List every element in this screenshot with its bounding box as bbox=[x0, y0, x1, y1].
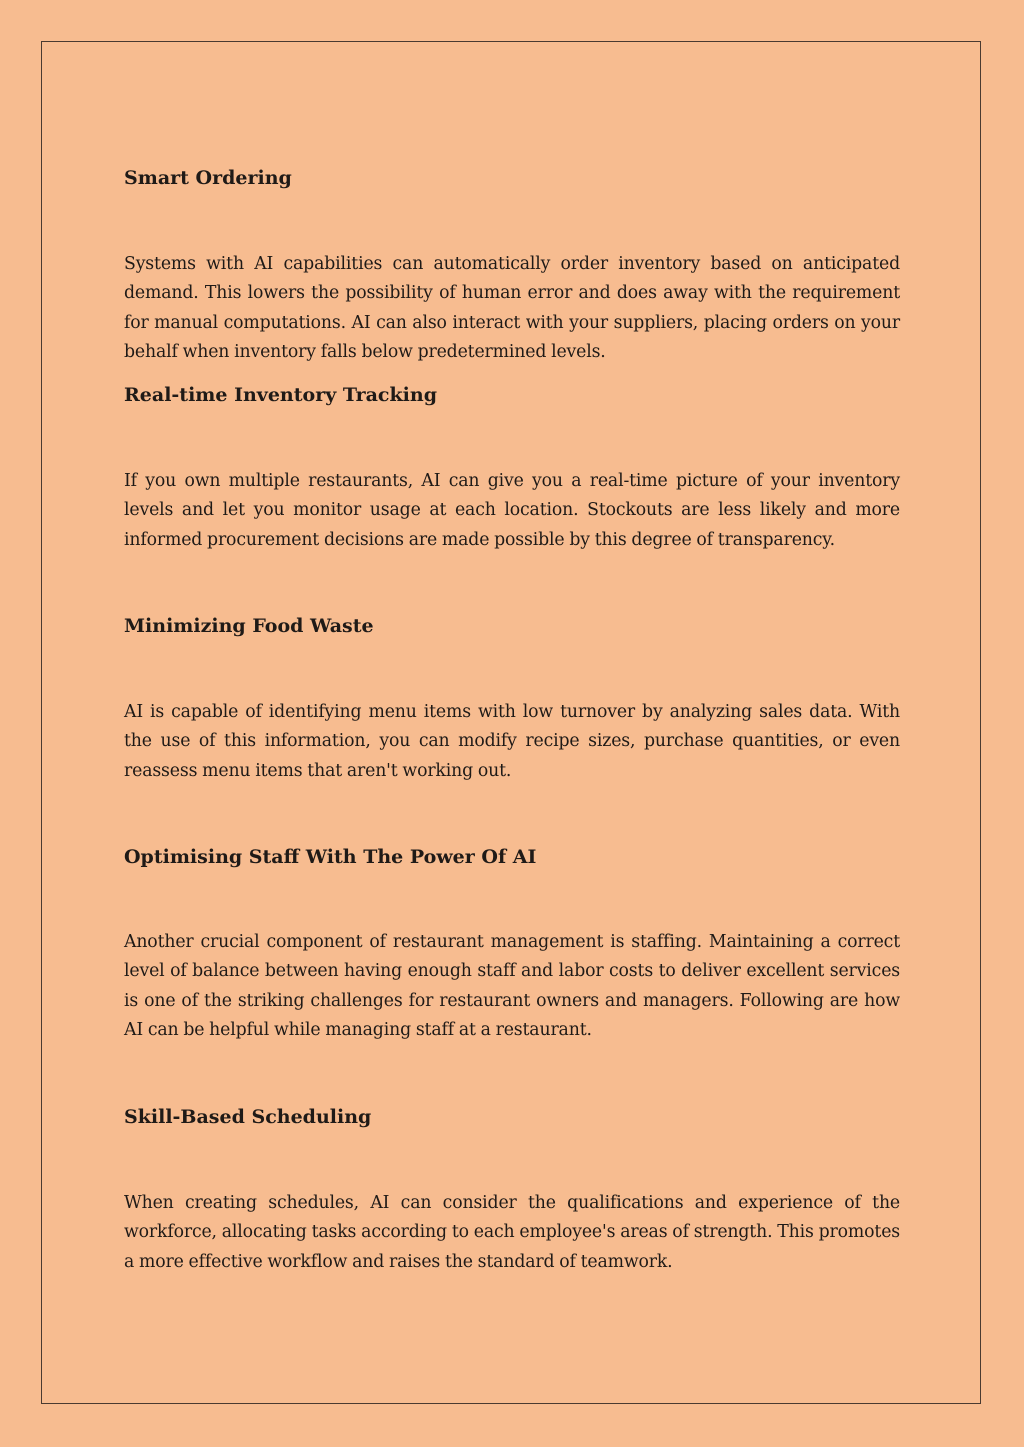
paragraph-optimising-staff: Another crucial component of restaurant management is staffing. Maintaining a correct level of balance between having enough staff and labor costs to deliver excellent services is one of the striking challenges for restaurant owners and managers. Following are how AI can be helpful while managing staff at a restaurant. bbox=[124, 932, 900, 1040]
paragraph-real-time-inventory-tracking: If you own multiple restaurants, AI can give you a real-time picture of your inventory levels and let you monitor usage at each location. Stockouts are less likely and more informed procurement decisions are made possible by this degree of transparency. bbox=[124, 471, 900, 550]
paragraph-minimizing-food-waste: AI is capable of identifying menu items with low turnover by analyzing sales data. With the use of this information, you can modify recipe sizes, purchase quantities, or even reassess menu items that aren't working out. bbox=[124, 702, 900, 781]
heading-real-time-inventory-tracking: Real-time Inventory Tracking bbox=[124, 384, 437, 406]
paragraph-skill-based-scheduling: When creating schedules, AI can consider the qualifications and experience of the workforce, allocating tasks according to each employee's areas of strength. This promotes a more effective workflow and raises the standard of teamwork. bbox=[124, 1193, 900, 1272]
heading-smart-ordering: Smart Ordering bbox=[124, 167, 292, 189]
heading-skill-based-scheduling: Skill-Based Scheduling bbox=[124, 1106, 372, 1128]
paragraph-smart-ordering: Systems with AI capabilities can automatically order inventory based on anticipated demand. This lowers the possibility of human error and does away with the requirement for manual computations. AI can also interact with your suppliers, placing orders on your behalf when inventory falls below predetermined levels. bbox=[124, 254, 900, 362]
heading-minimizing-food-waste: Minimizing Food Waste bbox=[124, 615, 374, 637]
heading-optimising-staff: Optimising Staff With The Power Of AI bbox=[124, 846, 537, 868]
